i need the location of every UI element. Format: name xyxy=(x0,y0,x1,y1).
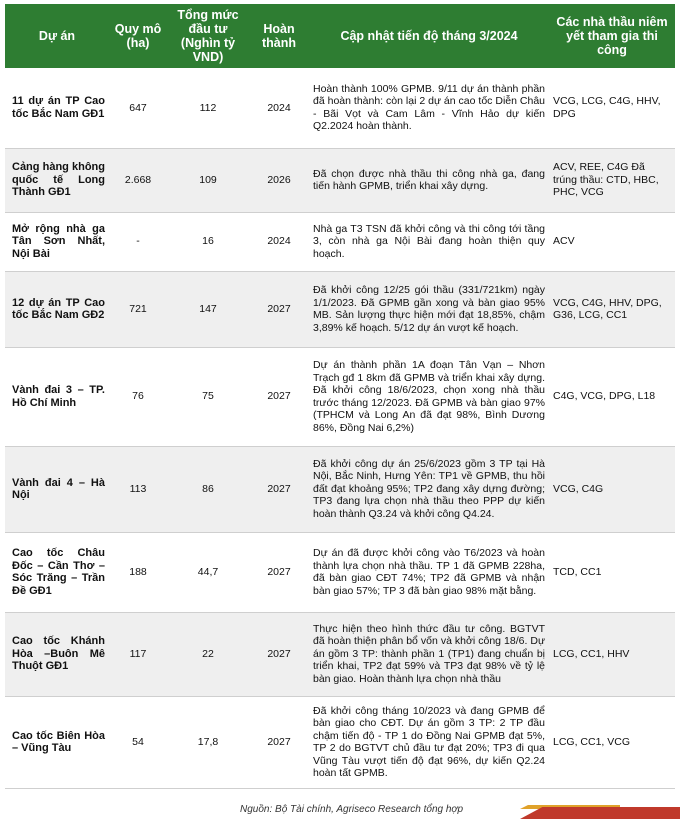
project-update: Hoàn thành 100% GPMB. 9/11 dự án thành phần đã hoàn thành: còn lại 2 dự án cao tốc Diễn Châu - Bãi Vọt và Cam Lâm - Vĩnh Hảo dự kiến Q2.2024 hoàn thành. xyxy=(309,68,549,148)
project-update: Đã chọn được nhà thầu thi công nhà ga, đang tiến hành GPMB, triển khai xây dựng. xyxy=(309,148,549,212)
project-investment: 22 xyxy=(167,612,249,696)
project-name: 12 dự án TP Cao tốc Bắc Nam GĐ2 xyxy=(5,271,109,347)
source-note: Nguồn: Bộ Tài chính, Agriseco Research tổng hợp xyxy=(240,804,464,815)
project-scale: 647 xyxy=(109,68,167,148)
project-update: Đã khởi công dự án 25/6/2023 gồm 3 TP tại Hà Nội, Bắc Ninh, Hưng Yên: TP1 về GPMB, thu hồi đất đạt khoảng 95%; TP2 đang xây dựng đường; TP3 đang lựa chọn nhà thầu theo PPP dự kiến hoàn thành Q3.24 và khởi công Q4.24. xyxy=(309,446,549,532)
project-update: Thực hiện theo hình thức đầu tư công. BGTVT đã hoàn thiện phân bổ vốn và khởi công 18/6. Dự án gồm 3 TP: thành phần 1 (TP1) đang chuẩn bị triển khai, TP2 đạt 59% và TP3 đạt 98% về tỷ lệ bàn giao. Hoàn thành lựa chọn nhà thầu xyxy=(309,612,549,696)
project-year: 2027 xyxy=(249,612,309,696)
project-scale: 721 xyxy=(109,271,167,347)
project-name: Cao tốc Châu Đốc – Cần Thơ – Sóc Trăng – Trần Đề GĐ1 xyxy=(5,532,109,612)
project-year: 2027 xyxy=(249,347,309,446)
project-contractors: LCG, CC1, HHV xyxy=(549,612,675,696)
project-name: Cao tốc Biên Hòa – Vũng Tàu xyxy=(5,696,109,788)
header-completion: Hoàn thành xyxy=(249,4,309,68)
project-update: Dự án đã được khởi công vào T6/2023 và hoàn thành lựa chọn nhà thầu. TP 1 đã GPMB 228ha, đã bàn giao CĐT 74%; TP2 đã GPMB và nhận bàn giao 57%; TP 3 đã bàn giao 98% mặt bằng. xyxy=(309,532,549,612)
project-contractors: C4G, VCG, DPG, L18 xyxy=(549,347,675,446)
project-name: Vành đai 4 – Hà Nội xyxy=(5,446,109,532)
header-scale: Quy mô (ha) xyxy=(109,4,167,68)
project-scale: 188 xyxy=(109,532,167,612)
projects-table xyxy=(5,4,675,789)
project-year: 2024 xyxy=(249,68,309,148)
project-contractors: LCG, CC1, VCG xyxy=(549,696,675,788)
header-project: Dự án xyxy=(5,4,109,68)
project-contractors: VCG, C4G, HHV, DPG, G36, LCG, CC1 xyxy=(549,271,675,347)
project-scale: 54 xyxy=(109,696,167,788)
project-name: Cảng hàng không quốc tế Long Thành GĐ1 xyxy=(5,148,109,212)
decorative-corner-red xyxy=(520,807,680,819)
project-name: Mở rộng nhà ga Tân Sơn Nhất, Nội Bài xyxy=(5,212,109,271)
project-update: Đã khởi công tháng 10/2023 và đang GPMB để bàn giao cho CĐT. Dự án gồm 3 TP: 2 TP đầu chậm tiến độ - TP 1 do Đồng Nai GPMB đạt 5%, TP 2 do BGTVT chủ đầu tư đạt 20%; TP3 đi qua Vũng Tàu vượt tiến độ đạt 96%, dự kiến Q2.24 hoàn tất GPMB. xyxy=(309,696,549,788)
project-year: 2024 xyxy=(249,212,309,271)
project-name: Vành đai 3 – TP. Hồ Chí Minh xyxy=(5,347,109,446)
project-investment: 109 xyxy=(167,148,249,212)
project-contractors: TCD, CC1 xyxy=(549,532,675,612)
project-contractors: VCG, LCG, C4G, HHV, DPG xyxy=(549,68,675,148)
header-row xyxy=(5,4,675,68)
project-year: 2026 xyxy=(249,148,309,212)
project-investment: 17,8 xyxy=(167,696,249,788)
project-investment: 112 xyxy=(167,68,249,148)
project-update: Dự án thành phần 1A đoạn Tân Vạn – Nhơn Trạch gđ 1 8km đã GPMB và triển khai xây dựng. Đã khởi công 18/6/2023, chọn xong nhà thầu trước tháng 12/2023. Đã GPMB và bàn giao 97% (TPHCM và Long An đã đạt 98%, Bình Dương 86%, Đồng Nai 6,2%) xyxy=(309,347,549,446)
project-investment: 86 xyxy=(167,446,249,532)
project-contractors: VCG, C4G xyxy=(549,446,675,532)
project-investment: 75 xyxy=(167,347,249,446)
project-scale: 76 xyxy=(109,347,167,446)
project-update: Nhà ga T3 TSN đã khởi công và thi công tới tầng 3, còn nhà ga Nội Bài đang hoàn thiện quy hoạch. xyxy=(309,212,549,271)
project-investment: 147 xyxy=(167,271,249,347)
project-contractors: ACV, REE, C4G Đã trúng thầu: CTD, HBC, PHC, VCG xyxy=(549,148,675,212)
project-year: 2027 xyxy=(249,446,309,532)
header-contractors: Các nhà thầu niêm yết tham gia thi công xyxy=(549,4,675,68)
table-row xyxy=(5,696,675,788)
table-row xyxy=(5,532,675,612)
table-row xyxy=(5,446,675,532)
project-contractors: ACV xyxy=(549,212,675,271)
table-row xyxy=(5,271,675,347)
table-row xyxy=(5,612,675,696)
header-update: Cập nhật tiến độ tháng 3/2024 xyxy=(309,4,549,68)
project-scale: 113 xyxy=(109,446,167,532)
table-row xyxy=(5,347,675,446)
project-scale: 2.668 xyxy=(109,148,167,212)
project-investment: 16 xyxy=(167,212,249,271)
table-row xyxy=(5,68,675,148)
project-year: 2027 xyxy=(249,696,309,788)
project-name: Cao tốc Khánh Hòa –Buôn Mê Thuột GĐ1 xyxy=(5,612,109,696)
project-scale: - xyxy=(109,212,167,271)
project-update: Đã khởi công 12/25 gói thầu (331/721km) ngày 1/1/2023. Đã GPMB gần xong và bàn giao 95% MB. Sản lượng thực hiện mới đạt 18,85%, chậm 3,89% kế hoạch. 5/12 dự án vượt kế hoạch. xyxy=(309,271,549,347)
table-row xyxy=(5,148,675,212)
project-scale: 117 xyxy=(109,612,167,696)
table-row xyxy=(5,212,675,271)
project-year: 2027 xyxy=(249,271,309,347)
project-investment: 44,7 xyxy=(167,532,249,612)
project-year: 2027 xyxy=(249,532,309,612)
header-investment: Tổng mức đầu tư (Nghìn tỷ VND) xyxy=(167,4,249,68)
project-name: 11 dự án TP Cao tốc Bắc Nam GĐ1 xyxy=(5,68,109,148)
